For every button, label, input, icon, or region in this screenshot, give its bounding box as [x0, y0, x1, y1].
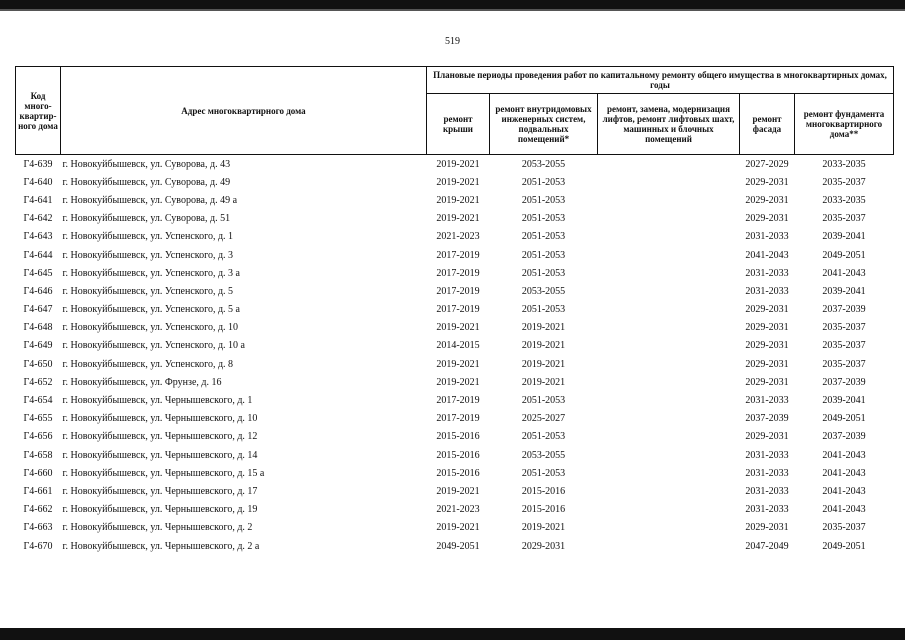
- cell-elevators: [598, 173, 740, 191]
- cell-facade: 2029-2031: [745, 522, 789, 534]
- cell-systems: 2051-2053: [521, 213, 566, 225]
- table-body: [16, 155, 894, 556]
- cell-foundation: 2039-2041: [822, 285, 866, 297]
- cell-code: Г4-640: [23, 176, 53, 188]
- cell-roof: 2015-2016: [436, 467, 480, 479]
- cell-facade: 2037-2039: [745, 413, 789, 425]
- cell-address: г. Новокуйбышевск, ул. Успенского, д. 5 а: [62, 304, 240, 316]
- cell-systems: 2053-2055: [521, 158, 566, 170]
- cell-elevators: [598, 446, 740, 464]
- cell-systems: 2019-2021: [521, 340, 566, 352]
- cell-systems: 2053-2055: [521, 449, 566, 461]
- cell-foundation: 2033-2035: [822, 158, 866, 170]
- cell-facade: 2029-2031: [745, 304, 789, 316]
- cell-roof: 2017-2019: [436, 285, 480, 297]
- cell-address: г. Новокуйбышевск, ул. Успенского, д. 10: [62, 322, 239, 334]
- cell-systems: 2015-2016: [521, 485, 566, 497]
- cell-code: Г4-639: [23, 158, 53, 170]
- cell-code: Г4-670: [23, 540, 53, 552]
- cell-elevators: [598, 391, 740, 409]
- cell-foundation: 2039-2041: [822, 395, 866, 407]
- cell-code: Г4-647: [23, 304, 53, 316]
- table-row: [16, 282, 894, 300]
- table-row: [16, 482, 894, 500]
- cell-code: Г4-645: [23, 267, 53, 279]
- table-row: [16, 210, 894, 228]
- cell-roof: 2019-2021: [436, 322, 480, 334]
- cell-address: г. Новокуйбышевск, ул. Чернышевского, д. 10: [62, 413, 258, 425]
- cell-roof: 2019-2021: [436, 376, 480, 388]
- cell-code: Г4-648: [23, 322, 53, 334]
- cell-code: Г4-641: [23, 194, 53, 206]
- header-address: Адрес многоквартирного дома: [61, 67, 427, 155]
- cell-foundation: 2037-2039: [822, 431, 866, 443]
- cell-code: Г4-662: [23, 504, 53, 516]
- cell-systems: 2051-2053: [521, 267, 566, 279]
- table-row: [16, 464, 894, 482]
- cell-elevators: [598, 337, 740, 355]
- table-row: [16, 537, 894, 555]
- table-row: [16, 301, 894, 319]
- cell-address: г. Новокуйбышевск, ул. Чернышевского, д. 14: [62, 449, 258, 461]
- cell-address: г. Новокуйбышевск, ул. Успенского, д. 1: [62, 231, 234, 243]
- bottom-border: [0, 628, 905, 640]
- table-row: [16, 519, 894, 537]
- cell-foundation: 2041-2043: [822, 504, 866, 516]
- cell-foundation: 2035-2037: [822, 322, 866, 334]
- cell-roof: 2019-2021: [436, 213, 480, 225]
- cell-foundation: 2035-2037: [822, 522, 866, 534]
- cell-foundation: 2049-2051: [822, 540, 866, 552]
- cell-roof: 2017-2019: [436, 249, 480, 261]
- cell-roof: 2019-2021: [436, 522, 480, 534]
- cell-facade: 2031-2033: [745, 485, 789, 497]
- cell-elevators: [598, 537, 740, 555]
- cell-systems: 2051-2053: [521, 467, 566, 479]
- cell-systems: 2051-2053: [521, 194, 566, 206]
- cell-systems: 2019-2021: [521, 376, 566, 388]
- cell-facade: 2047-2049: [745, 540, 789, 552]
- cell-address: г. Новокуйбышевск, ул. Суворова, д. 49: [62, 176, 231, 188]
- cell-foundation: 2035-2037: [822, 340, 866, 352]
- cell-facade: 2029-2031: [745, 213, 789, 225]
- cell-foundation: 2035-2037: [822, 213, 866, 225]
- cell-address: г. Новокуйбышевск, ул. Чернышевского, д. 17: [62, 485, 258, 497]
- cell-systems: 2051-2053: [521, 176, 566, 188]
- cell-systems: 2051-2053: [521, 231, 566, 243]
- cell-foundation: 2041-2043: [822, 467, 866, 479]
- cell-address: г. Новокуйбышевск, ул. Чернышевского, д. 2 а: [62, 540, 260, 552]
- cell-systems: 2019-2021: [521, 522, 566, 534]
- cell-elevators: [598, 264, 740, 282]
- table-row: [16, 319, 894, 337]
- cell-systems: 2051-2053: [521, 395, 566, 407]
- cell-elevators: [598, 155, 740, 174]
- cell-facade: 2029-2031: [745, 176, 789, 188]
- cell-foundation: 2037-2039: [822, 304, 866, 316]
- table-row: [16, 410, 894, 428]
- cell-code: Г4-654: [23, 395, 53, 407]
- table-row: [16, 428, 894, 446]
- cell-code: Г4-644: [23, 249, 53, 261]
- cell-code: Г4-661: [23, 485, 53, 497]
- cell-elevators: [598, 519, 740, 537]
- cell-systems: 2025-2027: [521, 413, 566, 425]
- cell-roof: 2019-2021: [436, 194, 480, 206]
- cell-address: г. Новокуйбышевск, ул. Успенского, д. 10 а: [62, 340, 245, 352]
- cell-elevators: [598, 246, 740, 264]
- table-row: [16, 173, 894, 191]
- cell-roof: 2019-2021: [436, 158, 480, 170]
- repair-schedule-table: [15, 66, 894, 555]
- cell-code: Г4-656: [23, 431, 53, 443]
- cell-elevators: [598, 464, 740, 482]
- header-elevators: ремонт, замена, модернизация лифтов, ремонт лифтовых шахт, машинных и блочных помещений: [598, 94, 740, 155]
- table-row: [16, 355, 894, 373]
- cell-foundation: 2035-2037: [822, 358, 866, 370]
- cell-facade: 2029-2031: [745, 431, 789, 443]
- table-row: [16, 191, 894, 209]
- cell-systems: 2051-2053: [521, 249, 566, 261]
- cell-elevators: [598, 355, 740, 373]
- cell-systems: 2019-2021: [521, 358, 566, 370]
- table-row: [16, 446, 894, 464]
- cell-code: Г4-663: [23, 522, 53, 534]
- cell-roof: 2019-2021: [436, 358, 480, 370]
- cell-foundation: 2049-2051: [822, 249, 866, 261]
- cell-foundation: 2041-2043: [822, 485, 866, 497]
- cell-address: г. Новокуйбышевск, ул. Суворова, д. 49 а: [62, 194, 238, 206]
- cell-facade: 2031-2033: [745, 395, 789, 407]
- top-border: [0, 0, 905, 9]
- header-code: Код много-квартир-ного дома: [16, 67, 61, 155]
- cell-elevators: [598, 228, 740, 246]
- cell-address: г. Новокуйбышевск, ул. Успенского, д. 8: [62, 358, 234, 370]
- cell-systems: 2051-2053: [521, 304, 566, 316]
- cell-elevators: [598, 191, 740, 209]
- cell-roof: 2019-2021: [436, 485, 480, 497]
- cell-code: Г4-650: [23, 358, 53, 370]
- cell-foundation: 2033-2035: [822, 194, 866, 206]
- cell-facade: 2031-2033: [745, 267, 789, 279]
- cell-foundation: 2041-2043: [822, 449, 866, 461]
- header-systems: ремонт внутридомовых инженерных систем, подвальных помещений*: [490, 94, 598, 155]
- top-border-thin: [0, 9, 905, 11]
- cell-roof: 2017-2019: [436, 304, 480, 316]
- cell-address: г. Новокуйбышевск, ул. Фрунзе, д. 16: [62, 376, 222, 388]
- cell-facade: 2031-2033: [745, 504, 789, 516]
- cell-code: Г4-643: [23, 231, 53, 243]
- cell-roof: 2021-2023: [436, 231, 480, 243]
- cell-systems: 2015-2016: [521, 504, 566, 516]
- cell-roof: 2017-2019: [436, 395, 480, 407]
- header-periods-group: Плановые периоды проведения работ по капитальному ремонту общего имущества в многоквартирных домах, годы: [427, 67, 894, 94]
- cell-address: г. Новокуйбышевск, ул. Успенского, д. 3: [62, 249, 234, 261]
- cell-facade: 2041-2043: [745, 249, 789, 261]
- cell-elevators: [598, 428, 740, 446]
- cell-roof: 2014-2015: [436, 340, 480, 352]
- cell-facade: 2029-2031: [745, 340, 789, 352]
- header-roof: ремонт крыши: [427, 94, 490, 155]
- cell-facade: 2031-2033: [745, 285, 789, 297]
- cell-roof: 2017-2019: [436, 413, 480, 425]
- table-row: [16, 391, 894, 409]
- cell-address: г. Новокуйбышевск, ул. Чернышевского, д. 2: [62, 522, 253, 534]
- table-row: [16, 337, 894, 355]
- cell-elevators: [598, 282, 740, 300]
- cell-foundation: 2039-2041: [822, 231, 866, 243]
- table-row: [16, 155, 894, 174]
- cell-address: г. Новокуйбышевск, ул. Чернышевского, д. 15 а: [62, 467, 265, 479]
- cell-roof: 2021-2023: [436, 504, 480, 516]
- cell-foundation: 2037-2039: [822, 376, 866, 388]
- page-number: 519: [445, 36, 460, 47]
- cell-elevators: [598, 319, 740, 337]
- cell-foundation: 2035-2037: [822, 176, 866, 188]
- table-row: [16, 228, 894, 246]
- cell-code: Г4-646: [23, 285, 53, 297]
- cell-address: г. Новокуйбышевск, ул. Чернышевского, д. 19: [62, 504, 258, 516]
- cell-facade: 2031-2033: [745, 231, 789, 243]
- cell-roof: 2015-2016: [436, 431, 480, 443]
- cell-elevators: [598, 501, 740, 519]
- cell-systems: 2019-2021: [521, 322, 566, 334]
- cell-facade: 2031-2033: [745, 449, 789, 461]
- cell-address: г. Новокуйбышевск, ул. Чернышевского, д. 12: [62, 431, 258, 443]
- cell-roof: 2015-2016: [436, 449, 480, 461]
- cell-address: г. Новокуйбышевск, ул. Чернышевского, д. 1: [62, 395, 253, 407]
- header-foundation: ремонт фундамента многоквартирного дома**: [795, 94, 894, 155]
- cell-code: Г4-642: [23, 213, 53, 225]
- cell-facade: 2031-2033: [745, 467, 789, 479]
- cell-systems: 2029-2031: [521, 540, 566, 552]
- cell-address: г. Новокуйбышевск, ул. Успенского, д. 5: [62, 285, 234, 297]
- table-row: [16, 264, 894, 282]
- cell-elevators: [598, 210, 740, 228]
- cell-roof: 2017-2019: [436, 267, 480, 279]
- cell-address: г. Новокуйбышевск, ул. Суворова, д. 43: [62, 158, 231, 170]
- cell-address: г. Новокуйбышевск, ул. Суворова, д. 51: [62, 213, 231, 225]
- cell-roof: 2049-2051: [436, 540, 480, 552]
- cell-foundation: 2041-2043: [822, 267, 866, 279]
- table-row: [16, 501, 894, 519]
- cell-code: Г4-658: [23, 449, 53, 461]
- cell-facade: 2029-2031: [745, 322, 789, 334]
- cell-elevators: [598, 373, 740, 391]
- cell-address: г. Новокуйбышевск, ул. Успенского, д. 3 а: [62, 267, 240, 279]
- cell-systems: 2051-2053: [521, 431, 566, 443]
- cell-facade: 2029-2031: [745, 376, 789, 388]
- cell-foundation: 2049-2051: [822, 413, 866, 425]
- cell-code: Г4-660: [23, 467, 53, 479]
- cell-facade: 2029-2031: [745, 358, 789, 370]
- cell-roof: 2019-2021: [436, 176, 480, 188]
- cell-code: Г4-655: [23, 413, 53, 425]
- table-row: [16, 373, 894, 391]
- cell-code: Г4-649: [23, 340, 53, 352]
- cell-elevators: [598, 482, 740, 500]
- cell-elevators: [598, 410, 740, 428]
- table-row: [16, 246, 894, 264]
- cell-elevators: [598, 301, 740, 319]
- cell-code: Г4-652: [23, 376, 53, 388]
- cell-facade: 2027-2029: [745, 158, 789, 170]
- cell-facade: 2029-2031: [745, 194, 789, 206]
- cell-systems: 2053-2055: [521, 285, 566, 297]
- header-facade: ремонт фасада: [740, 94, 795, 155]
